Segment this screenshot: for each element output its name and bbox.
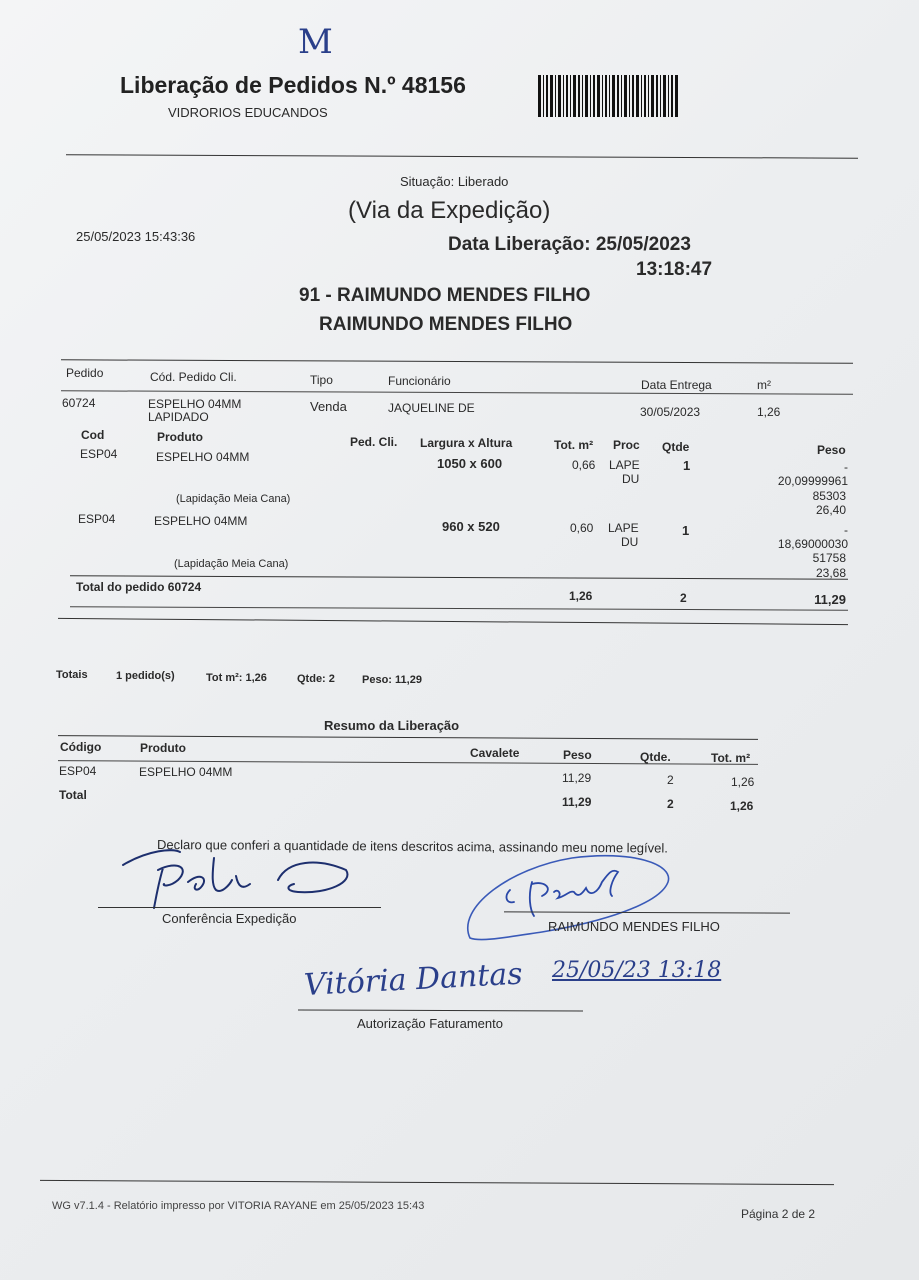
- pedido-cod-cli-2: LAPIDADO: [148, 410, 209, 424]
- resumo-row-qtde: 2: [667, 773, 674, 787]
- item-2-cod: ESP04: [78, 512, 116, 526]
- item-col-largura-altura: Largura x Altura: [420, 436, 513, 450]
- item-1-dimensoes: 1050 x 600: [437, 456, 503, 471]
- total-pedido-m2: 1,26: [569, 589, 593, 603]
- pedido-data-entrega: 30/05/2023: [640, 405, 701, 419]
- item-2-obs: (Lapidação Meia Cana): [174, 558, 289, 570]
- handwritten-mark: M: [298, 22, 333, 62]
- item-2-tot-m2: 0,60: [570, 521, 594, 535]
- resumo-total-peso: 11,29: [562, 795, 592, 809]
- footer-pagina: Página 2 de 2: [741, 1207, 816, 1221]
- cliente-codigo-nome: 91 - RAIMUNDO MENDES FILHO: [299, 285, 591, 306]
- item-1-proc-1: LAPE: [609, 458, 640, 472]
- resumo-col-tot-m2: Tot. m²: [711, 751, 751, 765]
- item-1-tot-m2: 0,66: [572, 458, 596, 472]
- printed-timestamp: 25/05/2023 15:43:36: [76, 229, 196, 244]
- item-2-qtde: 1: [682, 523, 690, 538]
- autorizacao-label: Autorização Faturamento: [357, 1016, 503, 1031]
- via-expedicao: (Via da Expedição): [348, 197, 551, 224]
- item-1-peso-2: 20,09999961: [777, 474, 848, 488]
- pedido-cod-cli-1: ESPELHO 04MM: [148, 397, 242, 411]
- totais-pedidos: 1 pedido(s): [116, 670, 175, 682]
- resumo-title: Resumo da Liberação: [324, 718, 460, 733]
- item-2-produto: ESPELHO 04MM: [154, 514, 248, 528]
- order-table-top-rule: [61, 359, 853, 363]
- hora-liberacao: 13:18:47: [636, 259, 713, 280]
- item-col-tot-m2: Tot. m²: [554, 438, 594, 452]
- page-title: Liberação de Pedidos N.º 48156: [120, 72, 466, 98]
- resumo-col-codigo: Código: [60, 740, 102, 754]
- item-1-peso-4: 26,40: [815, 503, 846, 517]
- item-col-produto: Produto: [157, 430, 203, 444]
- item-1-produto: ESPELHO 04MM: [156, 450, 250, 464]
- total-pedido-label: Total do pedido 60724: [76, 580, 202, 594]
- resumo-col-produto: Produto: [140, 741, 186, 755]
- totais-peso: Peso: 11,29: [362, 674, 422, 686]
- item-1-cod: ESP04: [80, 447, 118, 461]
- cliente-nome: RAIMUNDO MENDES FILHO: [319, 314, 573, 335]
- totais-qtde: Qtde: 2: [297, 673, 335, 685]
- col-funcionario: Funcionário: [388, 374, 451, 388]
- handwritten-autorizacao-nome: Vitória Dantas: [303, 956, 524, 1003]
- signature-cliente-icon: [462, 846, 677, 956]
- conferencia-label: Conferência Expedição: [162, 911, 297, 926]
- company-name: VIDRORIOS EDUCANDOS: [168, 105, 328, 120]
- total-pedido-qtde: 2: [680, 591, 687, 605]
- item-1-qtde: 1: [683, 458, 691, 473]
- item-2-proc-2: DU: [621, 535, 639, 549]
- totais-label: Totais: [56, 669, 88, 681]
- item-1-peso-3: 85303: [812, 489, 846, 503]
- section-divider: [58, 618, 848, 625]
- resumo-row-produto: ESPELHO 04MM: [139, 765, 233, 779]
- resumo-col-qtde: Qtde.: [640, 750, 671, 764]
- footer-impresso: WG v7.1.4 - Relatório impresso por VITORIA RAYANE em 25/05/2023 15:43: [52, 1200, 425, 1212]
- item-2-dimensoes: 960 x 520: [442, 519, 500, 534]
- totais-tot-m2: Tot m²: 1,26: [206, 672, 267, 684]
- total-pedido-bottom-rule: [70, 606, 848, 610]
- data-liberacao: Data Liberação: 25/05/2023: [448, 234, 691, 255]
- col-pedido: Pedido: [66, 366, 104, 380]
- item-2-peso-1: -: [844, 523, 848, 537]
- header-divider: [66, 154, 858, 158]
- handwritten-data-hora: 25/05/23 13:18: [552, 958, 722, 983]
- resumo-total-label: Total: [59, 788, 87, 802]
- item-2-peso-4: 23,68: [815, 566, 846, 580]
- cliente-assinatura-nome: RAIMUNDO MENDES FILHO: [548, 919, 720, 934]
- item-1-peso-1: -: [844, 460, 848, 474]
- resumo-row-codigo: ESP04: [59, 764, 97, 778]
- pedido-funcionario: JAQUELINE DE: [388, 401, 475, 415]
- resumo-col-cavalete: Cavalete: [470, 746, 520, 760]
- resumo-total-tot-m2: 1,26: [730, 799, 754, 813]
- item-col-ped-cli: Ped. Cli.: [350, 435, 398, 449]
- situacao: Situação: Liberado: [400, 174, 509, 189]
- col-cod-pedido-cli: Cód. Pedido Cli.: [150, 370, 237, 384]
- col-m2: m²: [757, 378, 771, 392]
- order-header-rule: [61, 390, 853, 394]
- col-tipo: Tipo: [310, 373, 333, 387]
- footer-rule: [40, 1180, 834, 1185]
- resumo-col-peso: Peso: [563, 748, 592, 762]
- item-2-peso-2: 18,69000030: [777, 537, 848, 551]
- item-col-qtde: Qtde: [662, 440, 690, 454]
- item-col-peso: Peso: [817, 443, 846, 457]
- item-1-proc-2: DU: [622, 472, 640, 486]
- declaracao-text: Declaro que conferi a quantidade de itens descritos acima, assinando meu nome legível.: [156, 837, 668, 856]
- resumo-row-peso: 11,29: [562, 771, 592, 785]
- barcode: [538, 75, 678, 117]
- resumo-total-qtde: 2: [667, 797, 674, 811]
- resumo-top-rule: [58, 735, 758, 740]
- resumo-row-tot-m2: 1,26: [731, 775, 755, 789]
- item-1-obs: (Lapidação Meia Cana): [176, 493, 291, 505]
- item-col-cod: Cod: [81, 428, 105, 442]
- pedido-numero: 60724: [62, 396, 96, 410]
- total-pedido-peso: 11,29: [814, 592, 846, 607]
- pedido-tipo: Venda: [310, 399, 347, 414]
- conferencia-line: [98, 907, 381, 908]
- pedido-m2: 1,26: [757, 405, 781, 419]
- item-2-proc-1: LAPE: [608, 521, 639, 535]
- item-col-proc: Proc: [613, 438, 640, 452]
- col-data-entrega: Data Entrega: [641, 378, 712, 392]
- item-2-peso-3: 51758: [812, 551, 846, 565]
- autorizacao-line: [298, 1010, 583, 1012]
